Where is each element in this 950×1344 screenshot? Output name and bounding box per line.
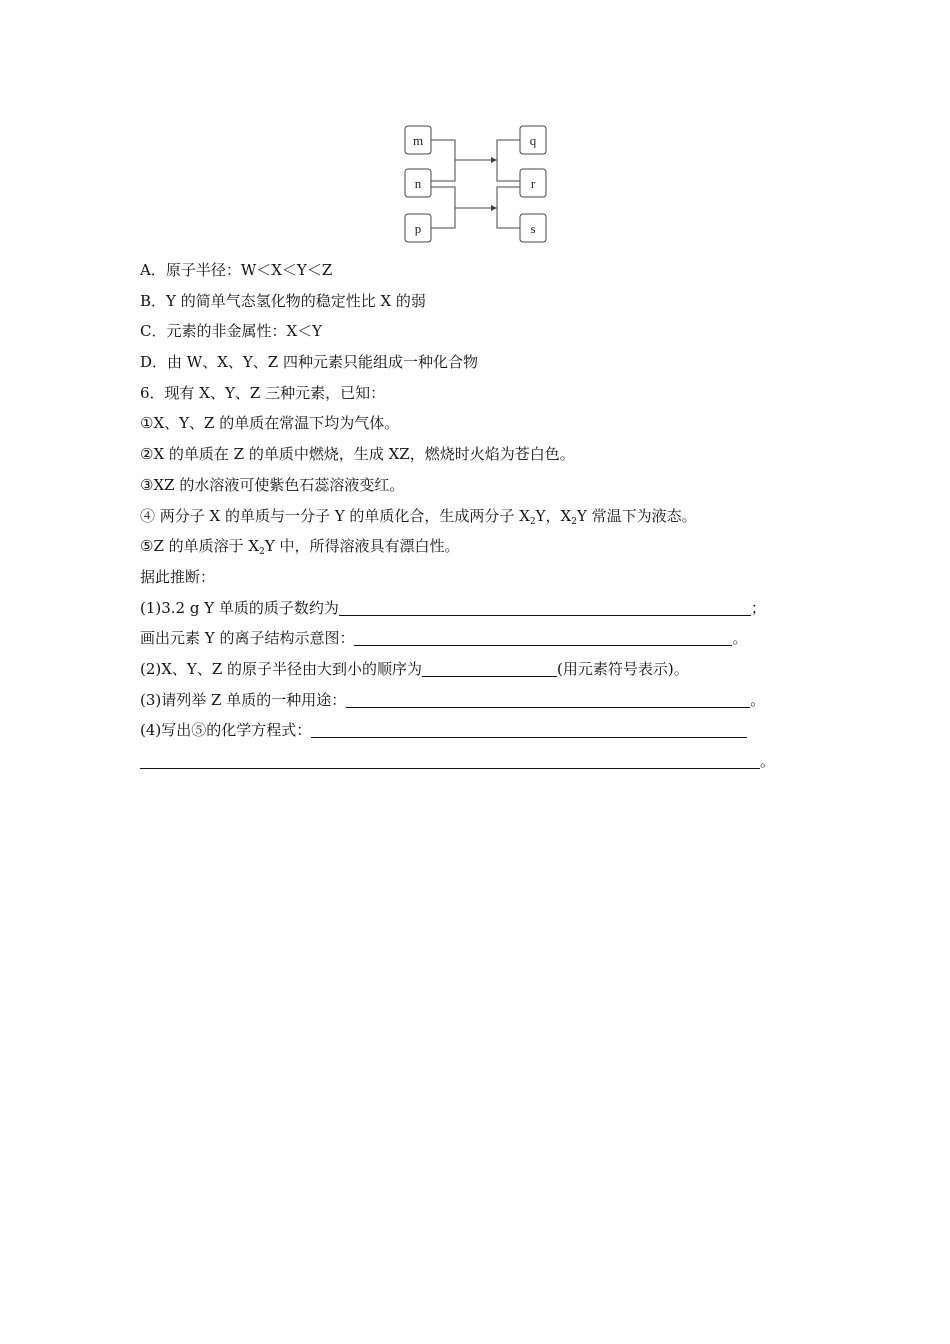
answer-blank-4-continuation[interactable]	[140, 751, 760, 769]
part-3	[140, 685, 790, 716]
answer-blank-4[interactable]	[311, 720, 747, 738]
condition-1: ①X、Y、Z 的单质在常温下均为气体。	[140, 414, 400, 433]
answer-blank-1b[interactable]	[354, 628, 732, 646]
part-4-continuation	[140, 746, 790, 777]
node-q	[520, 126, 546, 154]
condition-5-text-b: Y 中，所得溶液具有漂白性。	[264, 537, 460, 556]
part-1b	[140, 623, 790, 654]
question-6-stem: 6．现有 X、Y、Z 三种元素，已知：	[140, 383, 386, 402]
option-b: B．Y 的简单气态氢化物的稳定性比 X 的弱	[140, 291, 426, 310]
node-p	[405, 214, 431, 242]
part-4	[140, 715, 790, 746]
part-1a-prompt: (1)3.2 g Y 单质的质子数约为	[140, 598, 339, 617]
svg-text:n: n	[414, 176, 422, 191]
part-1b-prompt: 画出元素 Y 的离子结构示意图：	[140, 629, 355, 648]
part-2-end: (用元素符号表示)。	[557, 659, 689, 678]
part-1a	[140, 593, 790, 624]
upper-reaction-connector	[431, 140, 520, 181]
condition-4-text-b: Y，X	[535, 506, 572, 525]
part-3-prompt: (3)请列举 Z 单质的一种用途：	[140, 690, 347, 709]
condition-4-text-a: ④ 两分子 X 的单质与一分子 Y 的单质化合，生成两分子 X	[140, 506, 530, 525]
subscript: 2	[529, 516, 536, 527]
question-content	[140, 255, 790, 777]
part-4-prompt: (4)写出⑤的化学方程式：	[140, 721, 312, 740]
node-s	[520, 214, 546, 242]
svg-text:r: r	[530, 176, 536, 191]
part-1b-end: 。	[732, 629, 748, 648]
condition-5-text-a: ⑤Z 的单质溶于 X	[140, 537, 260, 556]
condition-3: ③XZ 的水溶液可使紫色石蕊溶液变红。	[140, 475, 405, 494]
svg-text:p: p	[414, 221, 422, 236]
lower-reaction-connector	[431, 187, 520, 228]
condition-5	[140, 531, 790, 562]
svg-text:q: q	[529, 133, 537, 148]
part-3-end: 。	[750, 690, 766, 709]
part-2-prompt: (2)X、Y、Z 的原子半径由大到小的顺序为	[140, 659, 423, 678]
option-a: A．原子半径：W＜X＜Y＜Z	[140, 261, 333, 279]
answer-blank-3[interactable]	[346, 690, 750, 708]
inference-heading: 据此推断：	[140, 567, 216, 586]
subscript: 2	[571, 516, 577, 527]
part-4-end: 。	[760, 752, 776, 770]
svg-text:m: m	[412, 133, 424, 148]
condition-4	[140, 501, 790, 532]
condition-4-text-c: Y 常温下为液态。	[576, 506, 697, 525]
answer-blank-1a[interactable]	[339, 598, 751, 616]
reaction-diagram	[400, 122, 550, 246]
node-m	[405, 126, 431, 154]
option-c: C．元素的非金属性：X＜Y	[140, 322, 323, 341]
answer-blank-2[interactable]	[422, 659, 557, 677]
condition-2: ②X 的单质在 Z 的单质中燃烧，生成 XZ，燃烧时火焰为苍白色。	[140, 445, 575, 464]
svg-text:s: s	[530, 221, 536, 236]
option-d: D．由 W、X、Y、Z 四种元素只能组成一种化合物	[140, 353, 478, 372]
node-r	[520, 169, 546, 197]
subscript: 2	[259, 547, 265, 558]
part-1a-end: ；	[750, 598, 766, 617]
node-n	[405, 169, 431, 197]
part-2	[140, 654, 790, 685]
